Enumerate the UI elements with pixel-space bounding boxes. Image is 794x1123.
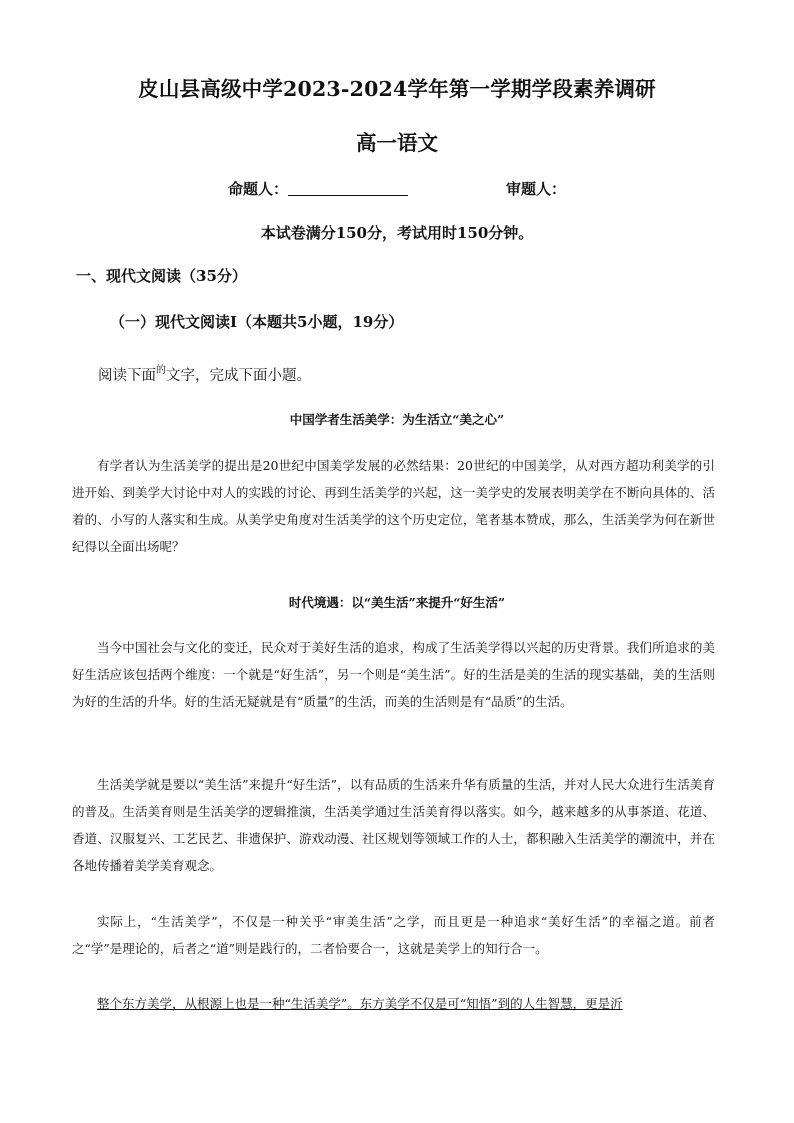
- section-heading: 一、现代文阅读（35分）: [76, 267, 247, 285]
- part-heading: （一）现代文阅读Ⅰ（本题共5小题，19分）: [110, 313, 404, 331]
- reading-instruction: [98, 364, 311, 385]
- article-paragraph-2: 当今中国社会与文化的变迁，民众对于美好生活的追求，构成了生活美学得以兴起的历史背景。我们所追求的美好生活应该包括两个维度：一个就是“好生活”，另一个则是“美生活”。好的生活是美的生活的现实基础，美的生活则为好的生活的升华。好的生活无疑就是有“质量”的生活，而美的生活则是有“品质”的生活。: [72, 640, 715, 709]
- article-subheading: 时代境遇：以“美生活”来提升“好生活”: [288, 595, 506, 610]
- exam-note: 本试卷满分150分，考试用时150分钟。: [260, 224, 534, 242]
- article-paragraph-4: 实际上，“生活美学”，不仅是一种关乎“审美生活”之学，而且更是一种追求“美好生活”的幸福之道。前者之“学”是理论的，后者之“道”则是践行的，二者恰要合一，这就是美学上的知行合一。: [72, 914, 715, 956]
- article-title: 中国学者生活美学：为生活立“美之心”: [289, 412, 505, 427]
- subject-title: 高一语文: [356, 131, 438, 155]
- article-paragraph-3: 生活美学就是要以“美生活”来提升“好生活”，以有品质的生活来升华有质量的生活，并对人民大众进行生活美育的普及。生活美育则是生活美学的逻辑推演，生活美学通过生活美育得以落实。如今，越来越多的从事茶道、花道、香道、汉服复兴、工艺民艺、非遗保护、游戏动漫、社区规划等领域工作的人士，都积融入生活美学的潮流中，并在各地传播着美学美育观念。: [72, 777, 715, 873]
- exam-title: 皮山县高级中学2023-2024学年第一学期学段素养调研: [138, 77, 656, 101]
- instruction-text-start: 阅读下面: [98, 368, 156, 384]
- instruction-superscript: 的: [156, 365, 166, 376]
- reviewer-label: 审题人：: [506, 180, 567, 198]
- setter-label: 命题人：: [228, 180, 289, 198]
- article-paragraph-5: 整个东方美学，从根源上也是一种“生活美学”。东方美学不仅是可“知悟”到的人生智慧，更是沂: [97, 996, 623, 1011]
- setter-blank-line: [288, 195, 408, 196]
- article-paragraph-1: 有学者认为生活美学的提出是20世纪中国美学发展的必然结果：20世纪的中国美学，从对西方超功利美学的引进开始、到美学大讨论中对人的实践的讨论、再到生活美学的兴起，这一美学史的发展表明美学在不断向具体的、活着的、小写的人落实和生成。从美学史角度对生活美学的这个历史定位，笔者基本赞成，那么，生活美学为何在新世纪得以全面出场呢？: [72, 458, 715, 554]
- instruction-text-end: 文字，完成下面小题。: [166, 368, 311, 384]
